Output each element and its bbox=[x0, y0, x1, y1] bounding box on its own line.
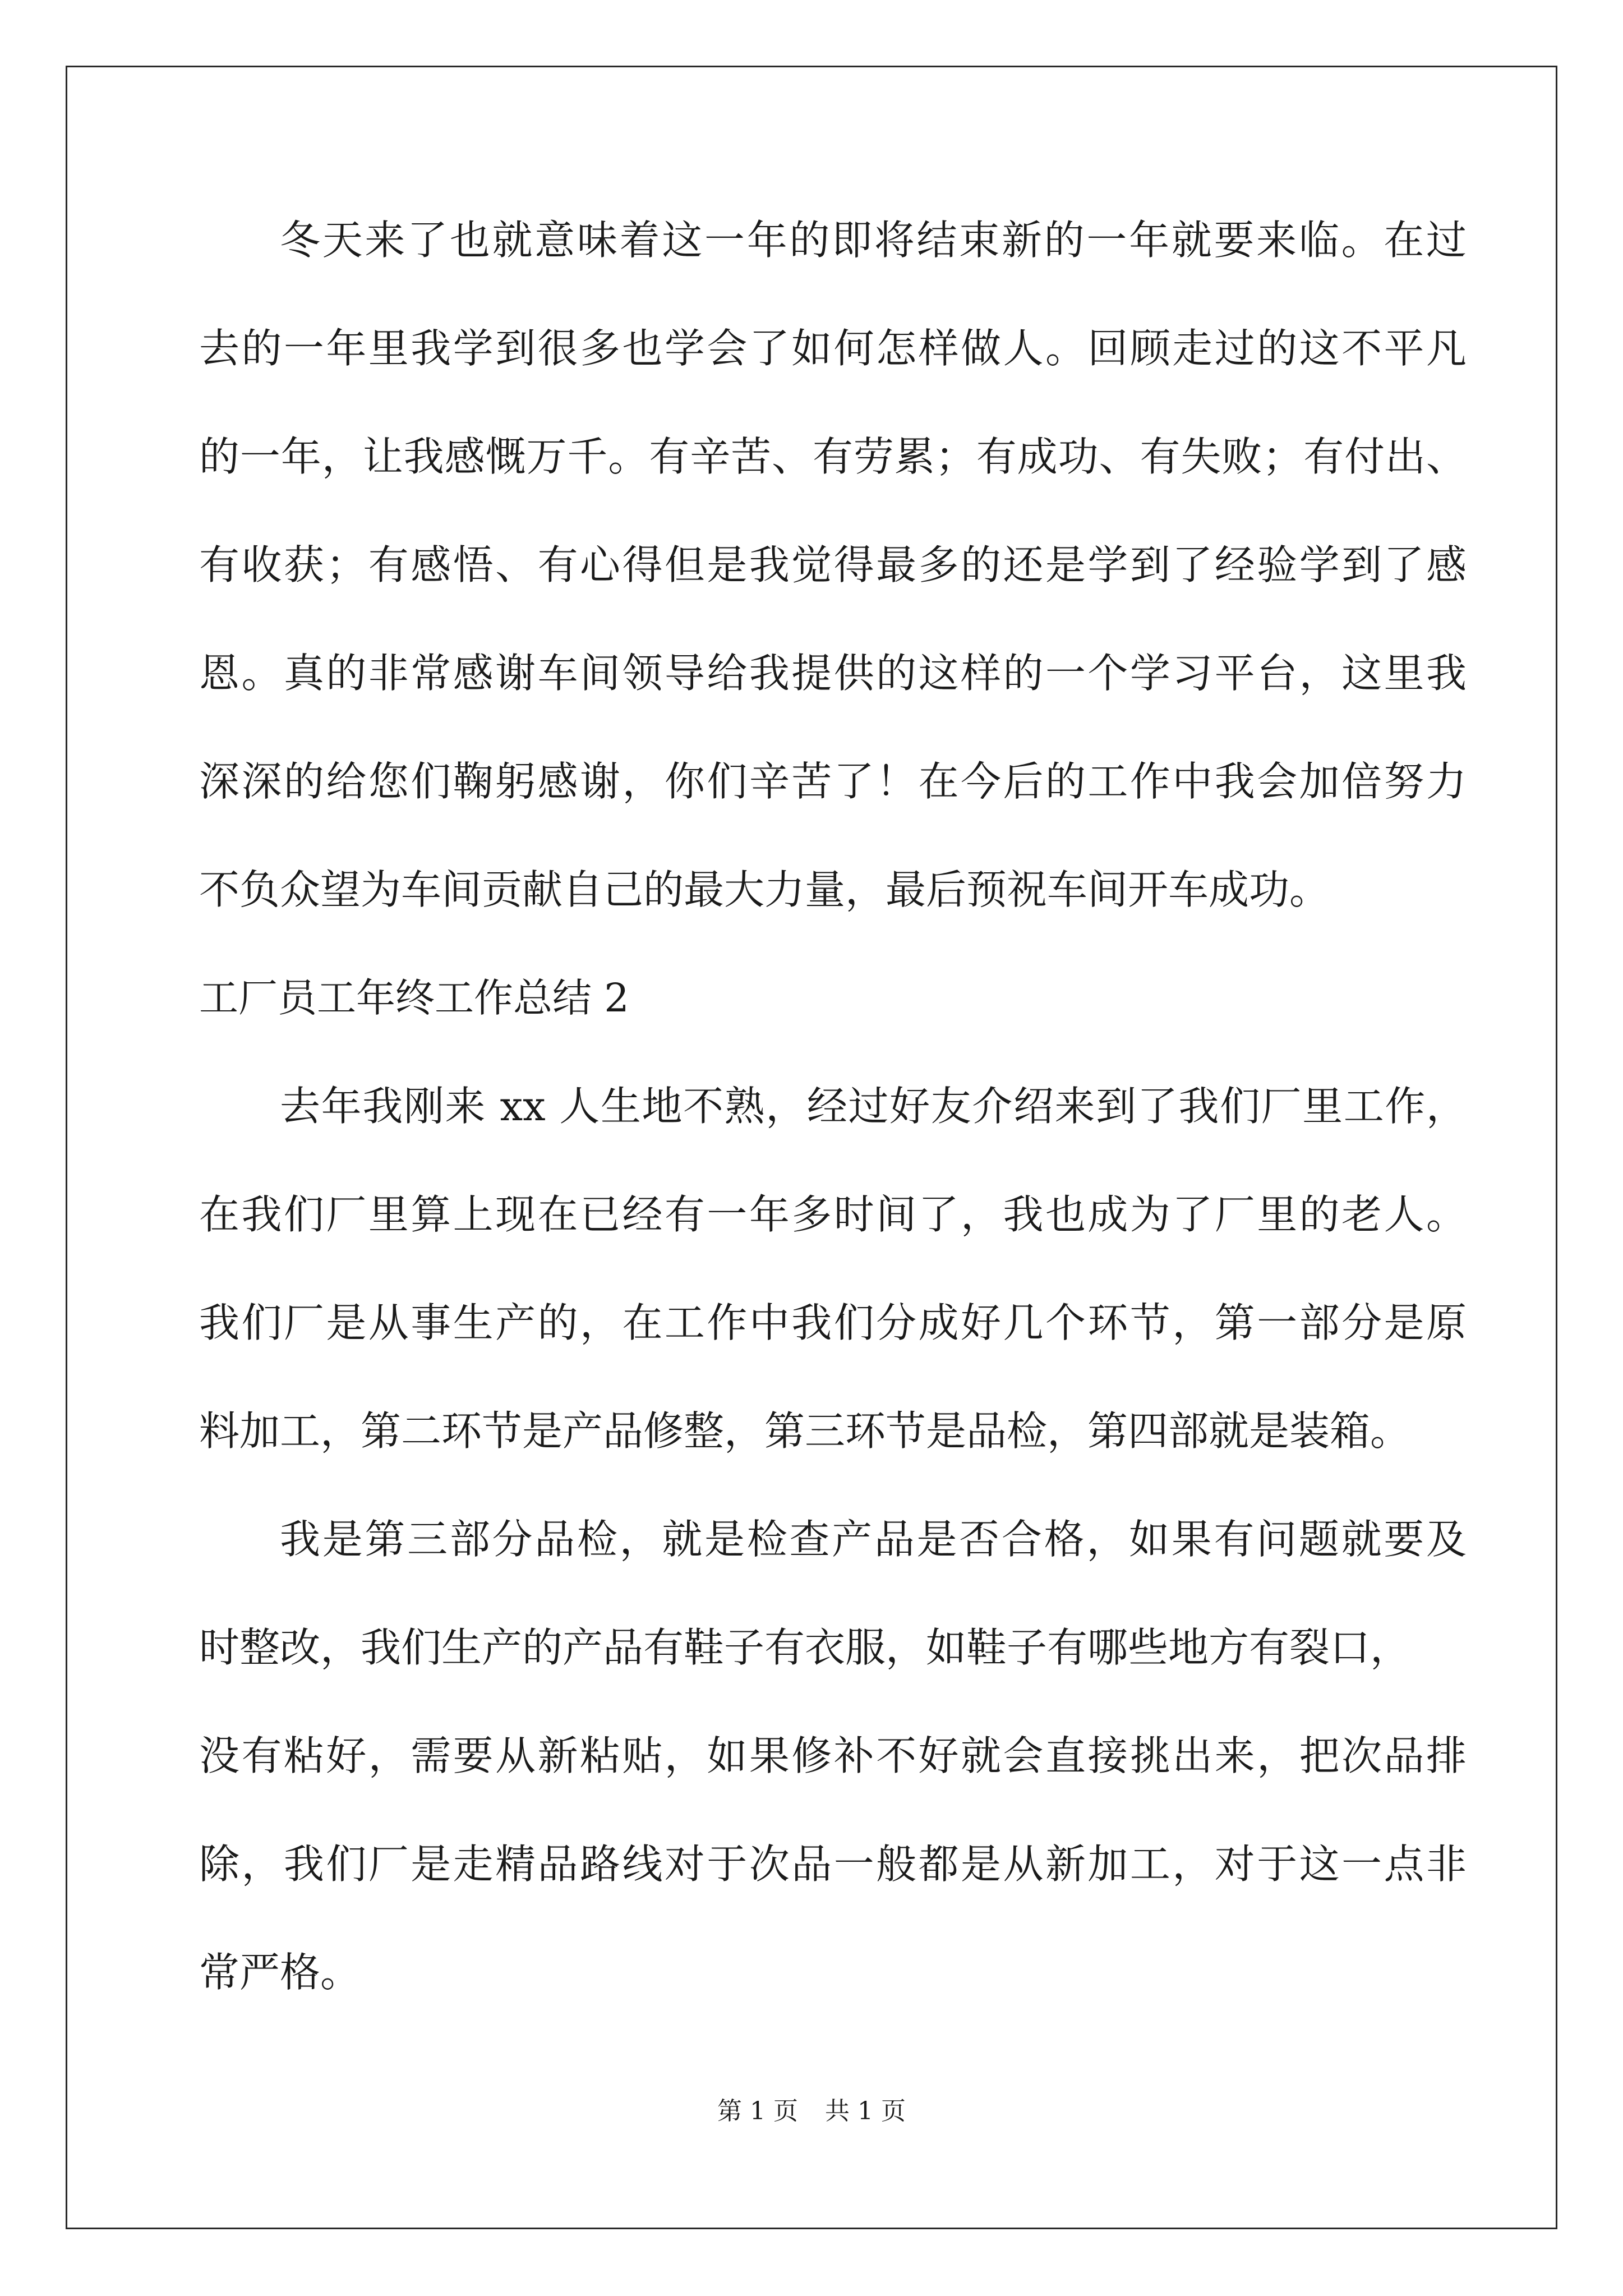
page-border bbox=[66, 66, 1557, 2229]
paragraph-line: 时整改，我们生产的产品有鞋子有衣服，如鞋子有哪些地方有裂口， bbox=[199, 1624, 1411, 1671]
paragraph-line: 的一年，让我感慨万千。有辛苦、有劳累；有成功、有失败；有付出、 bbox=[199, 433, 1467, 480]
section-heading: 工厂员工年终工作总结 2 bbox=[199, 975, 629, 1021]
paragraph-line: 冬天来了也就意味着这一年的即将结束新的一年就要来临。在过 bbox=[280, 217, 1467, 264]
paragraph-line: 深深的给您们鞠躬感谢，你们辛苦了！在今后的工作中我会加倍努力 bbox=[199, 758, 1467, 805]
paragraph-line: 除，我们厂是走精品路线对于次品一般都是从新加工，对于这一点非 bbox=[199, 1841, 1467, 1888]
paragraph-line: 去的一年里我学到很多也学会了如何怎样做人。回顾走过的这不平凡 bbox=[199, 325, 1467, 372]
paragraph-line: 在我们厂里算上现在已经有一年多时间了，我也成为了厂里的老人。 bbox=[199, 1191, 1467, 1238]
page-footer bbox=[0, 2095, 1623, 2128]
paragraph-line: 没有粘好，需要从新粘贴，如果修补不好就会直接挑出来，把次品排 bbox=[199, 1732, 1467, 1779]
paragraph-line: 我是第三部分品检，就是检查产品是否合格，如果有问题就要及 bbox=[280, 1516, 1467, 1563]
paragraph-line: 有收获；有感悟、有心得但是我觉得最多的还是学到了经验学到了感 bbox=[199, 541, 1467, 588]
paragraph-line: 去年我刚来 xx 人生地不熟，经过好友介绍来到了我们厂里工作， bbox=[280, 1083, 1467, 1130]
paragraph-line: 料加工，第二环节是产品修整，第三环节是品检，第四部就是装箱。 bbox=[199, 1407, 1411, 1455]
page-number: 第 1 页 bbox=[717, 2097, 798, 2125]
paragraph-line: 不负众望为车间贡献自己的最大力量，最后预祝车间开车成功。 bbox=[199, 866, 1330, 913]
paragraph-line: 常严格。 bbox=[199, 1949, 361, 1996]
page-total: 共 1 页 bbox=[825, 2097, 906, 2125]
paragraph-line: 恩。真的非常感谢车间领导给我提供的这样的一个学习平台，这里我 bbox=[199, 650, 1467, 697]
paragraph-line: 我们厂是从事生产的，在工作中我们分成好几个环节，第一部分是原 bbox=[199, 1299, 1467, 1346]
